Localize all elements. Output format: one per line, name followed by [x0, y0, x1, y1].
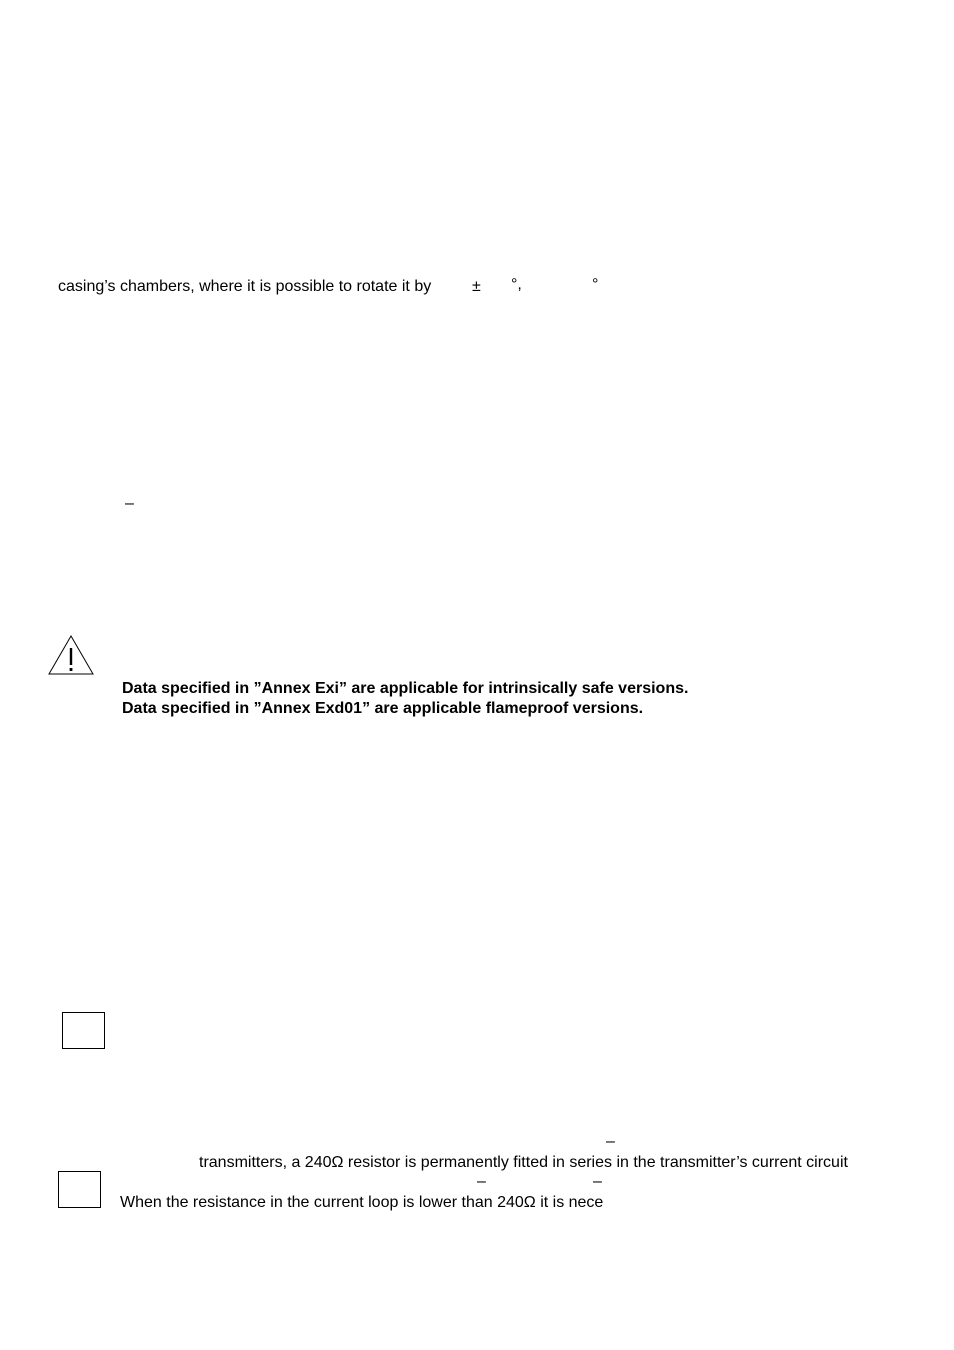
annex-exi-note: Data specified in ”Annex Exi” are applicable for intrinsically safe versions.	[122, 680, 689, 697]
empty-box-2	[58, 1171, 101, 1208]
dash-fragment-3: –	[477, 1173, 486, 1190]
dash-fragment: –	[125, 495, 134, 512]
dash-fragment-4: –	[593, 1173, 602, 1190]
annex-exd01-note: Data specified in ”Annex Exd01” are applicable flameproof versions.	[122, 700, 644, 717]
loop-resistance-text: When the resistance in the current loop is lower than 240Ω it is nece	[120, 1194, 604, 1211]
warning-icon	[47, 634, 95, 676]
casing-rotation-text: casing’s chambers, where it is possible to rotate it by	[58, 278, 432, 295]
dash-fragment-2: –	[606, 1133, 615, 1150]
degree-symbol-1: °,	[511, 276, 522, 293]
plus-minus-symbol: ±	[472, 278, 481, 295]
empty-box-1	[62, 1012, 105, 1049]
resistor-series-text: transmitters, a 240Ω resistor is permanently fitted in series in the transmitter’s current circuit	[199, 1154, 848, 1171]
degree-symbol-2: °	[592, 276, 599, 293]
